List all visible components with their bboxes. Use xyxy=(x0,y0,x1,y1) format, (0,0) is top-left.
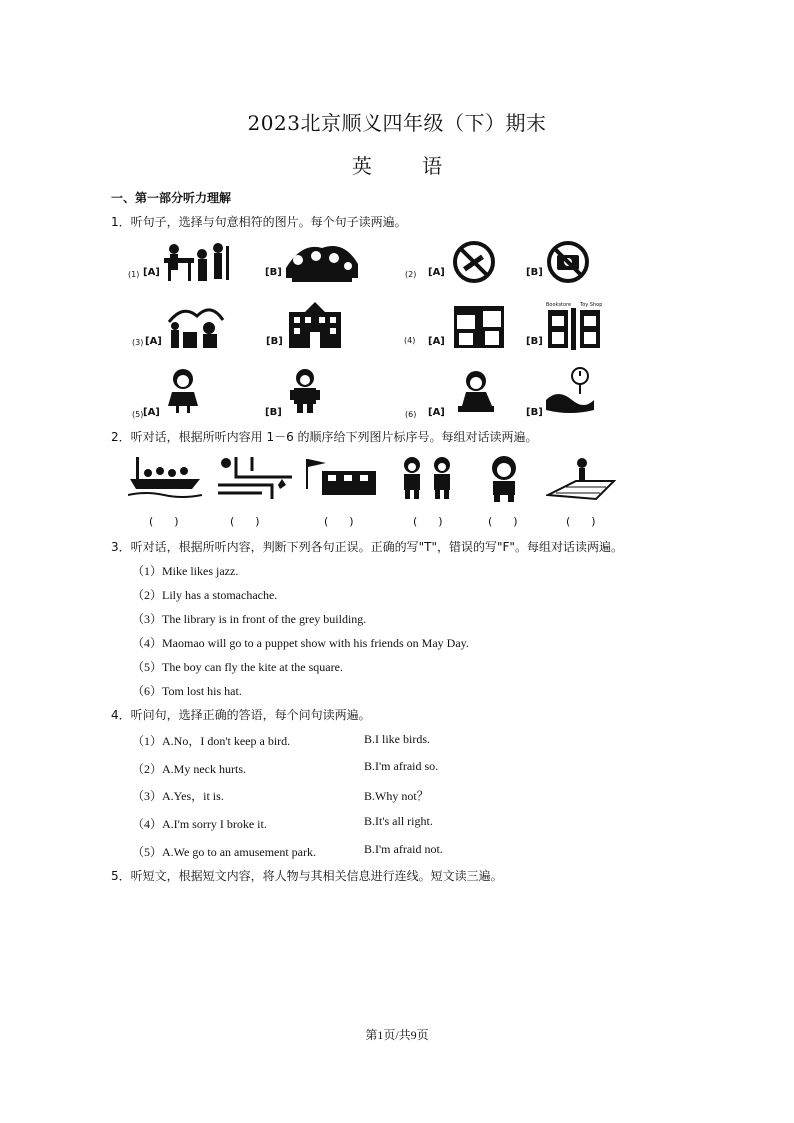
bookstore-sign: Bookstore xyxy=(546,302,572,308)
q3-prompt: 3．听对话，根据所听内容，判断下列各句正误。正确的写"T"，错误的写"F"。每组对话读两遍。 xyxy=(111,540,623,554)
q4-prompt: 4．听问句，选择正确的答语，每个问句读两遍。 xyxy=(111,708,371,722)
swimming-pool-picture xyxy=(546,455,616,503)
q1-prompt: 1．听句子，选择与句意相符的图片。每个句子读两遍。 xyxy=(111,215,407,229)
q1-num-1: (1) xyxy=(128,270,140,279)
q3-item-1: （1）Mike likes jazz. xyxy=(132,564,239,578)
girl-kneeling-picture xyxy=(456,370,496,414)
q2-blank-2[interactable]: ( ) xyxy=(230,515,260,528)
q1-num-6: (6) xyxy=(405,410,417,419)
clock-slide-picture xyxy=(544,366,596,416)
section-heading: 一、第一部分听力理解 xyxy=(111,191,232,205)
q2-blank-1[interactable]: ( ) xyxy=(149,515,179,528)
children-friends-picture xyxy=(396,455,460,501)
toyshop-sign: Toy Shop xyxy=(580,302,602,308)
curly-hair-boy-picture xyxy=(484,455,524,503)
school-building-picture xyxy=(285,300,345,350)
q3-item-2: （2）Lily has a stomachache. xyxy=(132,588,278,602)
q1-5-label-a: [A] xyxy=(143,407,160,418)
q1-1-label-b: [B] xyxy=(265,267,282,278)
q2-blank-3[interactable]: ( ) xyxy=(324,515,354,528)
q4-item-3-a: （3）A.Yes，it is. xyxy=(132,789,224,803)
q4-item-3-b: B.Why not？ xyxy=(364,789,429,803)
q1-4-label-a: [A] xyxy=(428,336,445,347)
page-title: 2023北京顺义四年级（下）期末 xyxy=(247,111,547,135)
flag-parade-picture xyxy=(304,455,380,501)
q3-item-5: （5）The boy can fly the kite at the square. xyxy=(132,660,343,674)
subject-title: 英 语 xyxy=(351,154,443,178)
page-footer: 第1页/共9页 xyxy=(365,1028,429,1042)
boy-standing-picture xyxy=(288,368,322,414)
people-at-table-picture xyxy=(160,240,234,284)
q1-num-3: (3) xyxy=(132,338,144,347)
crowd-party-picture xyxy=(282,238,362,284)
q4-item-5-a: （5）A.We go to an amusement park. xyxy=(132,845,317,859)
q2-blank-4[interactable]: ( ) xyxy=(413,515,443,528)
q1-3-label-a: [A] xyxy=(145,336,162,347)
no-photos-sign-icon xyxy=(546,240,590,284)
q4-item-5-b: B.I'm afraid not. xyxy=(364,842,443,856)
shop-street-map-picture xyxy=(453,305,505,349)
q3-item-6: （6）Tom lost his hat. xyxy=(132,684,242,698)
q1-num-5: (5) xyxy=(132,410,144,419)
q4-item-2-a: （2）A.My neck hurts. xyxy=(132,762,247,776)
q2-blank-5[interactable]: ( ) xyxy=(488,515,518,528)
q1-6-label-b: [B] xyxy=(526,407,543,418)
dragon-boat-picture xyxy=(128,455,202,501)
q1-num-2: (2) xyxy=(405,270,417,279)
q4-item-1-b: B.I like birds. xyxy=(364,732,430,746)
street-map-picture xyxy=(216,455,294,501)
q1-3-label-b: [B] xyxy=(266,336,283,347)
bookstore-toyshop-picture xyxy=(546,300,602,350)
q2-prompt: 2．听对话，根据所听内容用 1－6 的顺序给下列图片标序号。每组对话读两遍。 xyxy=(111,430,538,444)
q4-item-2-b: B.I'm afraid so. xyxy=(364,759,439,773)
q1-1-label-a: [A] xyxy=(143,267,160,278)
q1-5-label-b: [B] xyxy=(265,407,282,418)
q1-2-label-a: [A] xyxy=(428,267,445,278)
q2-blank-6[interactable]: ( ) xyxy=(566,515,596,528)
q3-item-3: （3）The library is in front of the grey building. xyxy=(132,612,367,626)
q1-6-label-a: [A] xyxy=(428,407,445,418)
q4-item-4-b: B.It's all right. xyxy=(364,814,433,828)
q4-item-4-a: （4）A.I'm sorry I broke it. xyxy=(132,817,267,831)
puppet-show-picture xyxy=(163,302,227,350)
q4-item-1-a: （1）A.No，I don't keep a bird. xyxy=(132,734,291,748)
q1-2-label-b: [B] xyxy=(526,267,543,278)
no-smoking-sign-icon xyxy=(452,240,496,284)
q3-item-4: （4）Maomao will go to a puppet show with his friends on May Day. xyxy=(132,636,469,650)
girl-standing-picture xyxy=(166,368,200,414)
q5-prompt: 5．听短文，根据短文内容，将人物与其相关信息进行连线。短文读三遍。 xyxy=(111,869,503,883)
q1-num-4: (4) xyxy=(404,336,416,345)
q1-4-label-b: [B] xyxy=(526,336,543,347)
